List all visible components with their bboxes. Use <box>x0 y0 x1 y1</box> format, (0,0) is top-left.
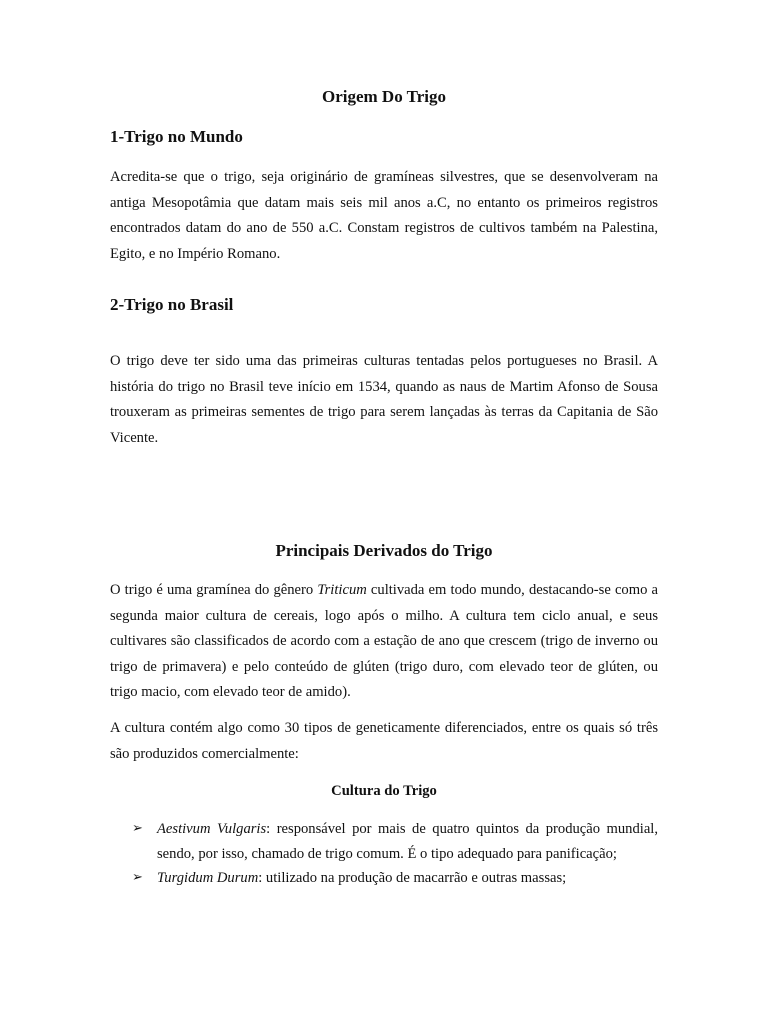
wheat-type-description: : responsável por mais de quatro quintos da produção mundial, sendo, por isso, chamado de trigo comum. É o tipo adequado para panificação; <box>157 821 658 862</box>
list-item <box>110 866 658 891</box>
paragraph-trigo-no-mundo: Acredita-se que o trigo, seja originário de gramíneas silvestres, que se desenvolveram na antiga Mesopotâmia que datam mais seis mil anos a.C, no entanto os primeiros registros encontrados datam do ano de 550 a.C. Constam registros de cultivos também na Palestina, Egito, e no Império Romano. <box>110 169 658 262</box>
genus-name-italic: Triticum <box>317 582 367 598</box>
paragraph-text-after: cultivada em todo mundo, destacando-se como a segunda maior cultura de cereais, logo após o milho. A cultura tem ciclo anual, e seus cultivares são classificados de acordo com a estação de ano que crescem (trigo de inverno ou trigo de primavera) e pelo conteúdo de glúten (trigo duro, com elevado teor de glúten, ou trigo macio, com elevado teor de amido). <box>110 582 658 700</box>
arrow-bullet-icon: ➢ <box>132 870 143 885</box>
document-title: Origem Do Trigo <box>321 87 446 106</box>
wheat-type-name: Turgidum Durum <box>157 870 259 886</box>
list-item <box>110 817 658 866</box>
section-heading-trigo-no-mundo: 1-Trigo no Mundo <box>110 127 243 146</box>
subheading-cultura-do-trigo: Cultura do Trigo <box>331 783 437 799</box>
section-heading-principais-derivados: Principais Derivados do Trigo <box>275 541 493 560</box>
arrow-bullet-icon: ➢ <box>132 821 143 836</box>
paragraph-trigo-genero <box>110 578 658 706</box>
section-heading-trigo-no-brasil: 2-Trigo no Brasil <box>110 295 234 314</box>
paragraph-tipos-geneticos: A cultura contém algo como 30 tipos de geneticamente diferenciados, entre os quais só três são produzidos comercialmente: <box>110 720 658 762</box>
wheat-type-description: : utilizado na produção de macarrão e outras massas; <box>258 870 567 886</box>
paragraph-text-before: O trigo é uma gramínea do gênero <box>110 582 318 598</box>
wheat-types-list <box>110 817 658 891</box>
wheat-type-name: Aestivum Vulgaris <box>157 821 267 837</box>
paragraph-trigo-no-brasil: O trigo deve ter sido uma das primeiras culturas tentadas pelos portugueses no Brasil. A história do trigo no Brasil teve início em 1534, quando as naus de Martim Afonso de Sousa trouxeram as primeiras sementes de trigo para serem lançadas às terras da Capitania de São Vicente. <box>110 353 658 446</box>
